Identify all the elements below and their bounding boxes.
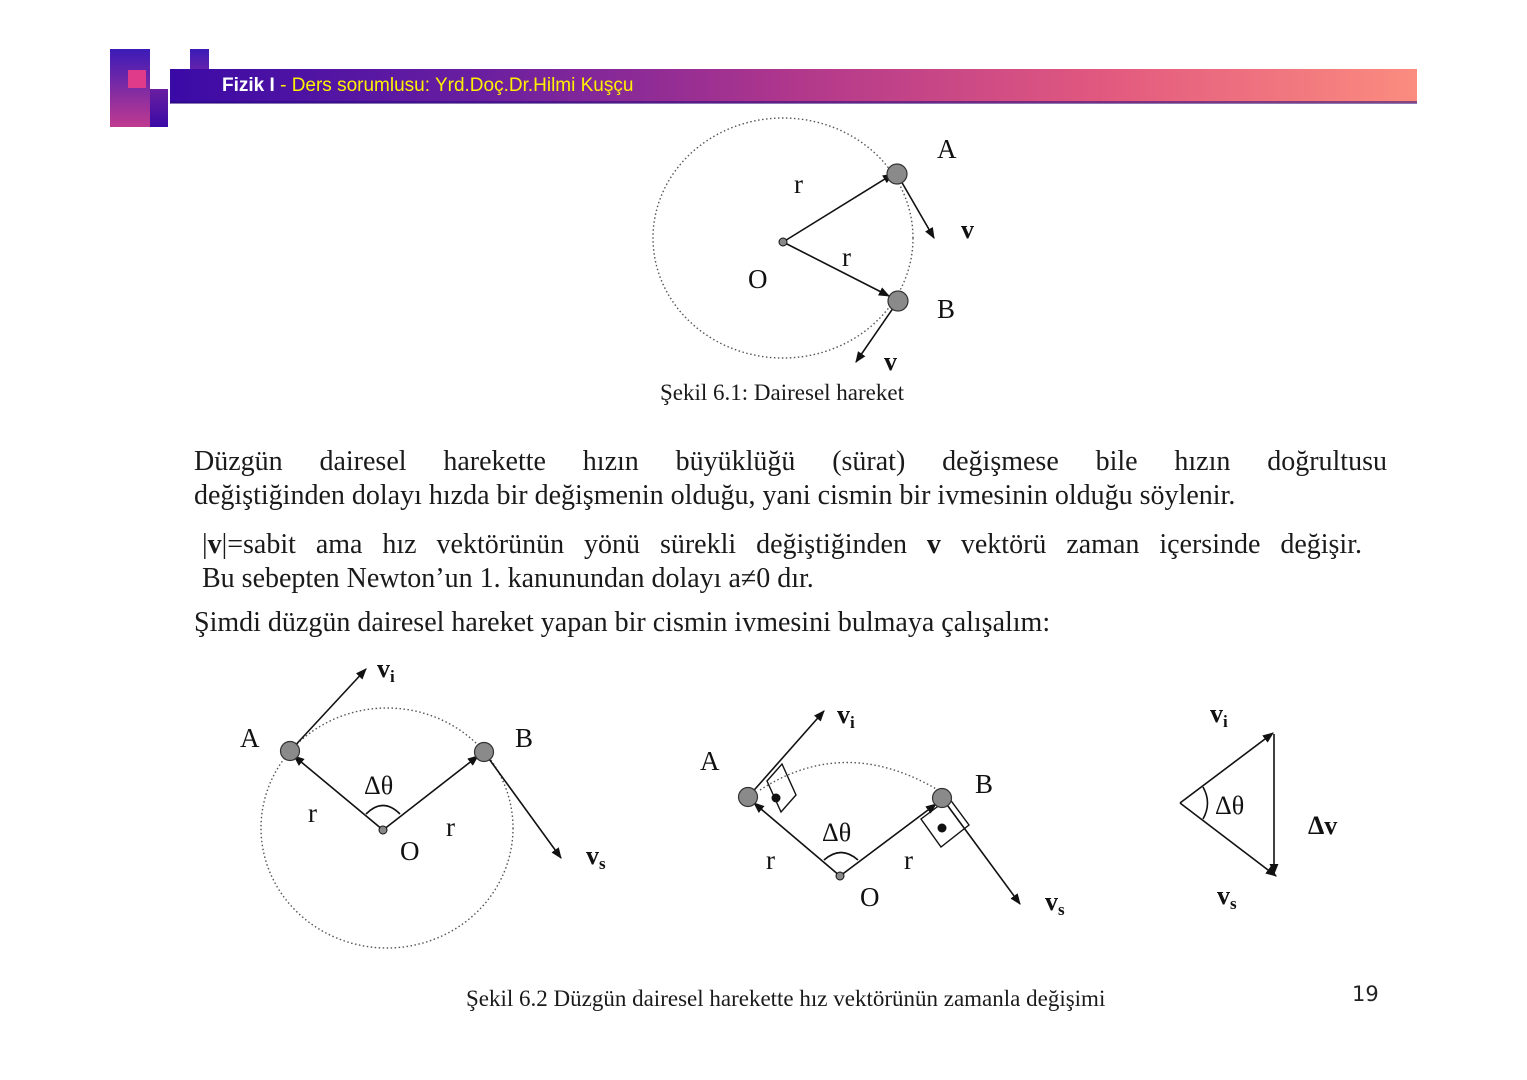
label-r1: r — [794, 169, 803, 199]
vector-v-2: v — [926, 529, 941, 560]
fig2-right-label-vs — [1217, 881, 1237, 913]
fig2-middle-center-O — [836, 872, 844, 880]
fig2-left-center-O — [379, 826, 387, 834]
velocity-A — [897, 174, 934, 238]
vector-v-1: v — [207, 529, 222, 560]
header-logo-block-3 — [150, 89, 168, 127]
header-logo-block-1 — [110, 49, 150, 127]
fig2-left-vi-arrow — [290, 669, 366, 751]
fig2-middle-dot-A — [772, 794, 781, 803]
fig2-left-radius-OB — [383, 756, 478, 830]
fig2-left-diagram — [240, 654, 606, 948]
paragraph-2-line-2: Bu sebepten Newton’un 1. kanunundan dolayı a≠0 dır. — [202, 563, 814, 594]
page-number: 19 — [1352, 982, 1379, 1006]
fig2-left-label-A: A — [240, 723, 260, 753]
paragraph-2-line-1 — [202, 528, 1362, 562]
paragraph-3: Şimdi düzgün dairesel hareket yapan bir cismin ivmesini bulmaya çalışalım: — [194, 607, 1051, 638]
fig2-right-label-vi — [1210, 699, 1228, 731]
fig2-left-label-O: O — [400, 836, 420, 866]
fig2-middle-vi-sub: i — [850, 713, 855, 732]
label-O: O — [748, 264, 768, 294]
label-A: A — [937, 134, 957, 164]
fig2-left-vs-arrow — [484, 752, 561, 858]
fig2-right-label-dv: Δv — [1308, 811, 1338, 840]
fig2-middle-label-r2: r — [904, 845, 913, 875]
fig2-middle-vi-main: v — [837, 700, 850, 729]
fig2-middle-label-vs — [1045, 887, 1065, 919]
header-logo-block-2 — [128, 70, 146, 88]
fig2-right-vi-sub: i — [1223, 712, 1228, 731]
header-title — [222, 75, 633, 97]
fig2-left-label-B: B — [515, 723, 534, 753]
fig2-middle-vi-arrow — [748, 711, 824, 797]
fig2-left-point-B — [475, 743, 494, 762]
fig2-left-vi-sub: i — [390, 667, 395, 686]
fig2-right-vs-sub: s — [1230, 894, 1237, 913]
label-vB: v — [884, 347, 897, 376]
fig2-middle-label-vi — [837, 700, 855, 732]
header-underline — [170, 101, 1417, 104]
abs-open: | — [202, 529, 208, 560]
fig2-middle-label-B: B — [975, 769, 994, 799]
figure-6-1-caption: Şekil 6.1: Dairesel hareket — [660, 380, 904, 405]
fig2-left-vs-sub: s — [599, 854, 606, 873]
para-2-end: vektörü zaman içersinde değişir. — [940, 529, 1362, 560]
fig2-left-label-r2: r — [446, 812, 455, 842]
fig2-middle-label-r1: r — [766, 845, 775, 875]
header-separator: - — [274, 75, 292, 96]
fig2-middle-radius-OB — [840, 804, 936, 876]
fig2-right-vi-main: v — [1210, 699, 1223, 728]
fig2-right-angle-arc — [1203, 787, 1208, 819]
fig2-middle-dot-B — [938, 824, 947, 833]
point-B — [888, 291, 908, 311]
fig2-left-angle-arc — [366, 806, 400, 815]
center-O — [779, 238, 787, 246]
figure-6-1 — [640, 110, 1020, 380]
fig2-middle-angle-arc — [824, 853, 858, 861]
label-B: B — [937, 294, 956, 324]
para-2-mid: |=sabit ama hız vektörünün yönü sürekli değiştiğinden — [221, 529, 927, 560]
paragraph-1-line-1: Düzgün dairesel harekette hızın büyüklüğü (sürat) değişmese bile hızın doğrultusu — [194, 446, 1387, 477]
label-r2: r — [842, 242, 851, 272]
fig2-right-label-angle: Δθ — [1215, 791, 1245, 820]
fig2-middle-label-angle: Δθ — [822, 818, 852, 847]
fig2-left-point-A — [281, 742, 300, 761]
course-name: Fizik I — [222, 75, 275, 96]
paragraph-1-line-2: değiştiğinden dolayı hızda bir değişmenin olduğu, yani cismin bir ivmesinin olduğu söylenir. — [194, 480, 1236, 511]
fig2-middle-vs-arrow — [942, 798, 1020, 904]
instructor-name: Ders sorumlusu: Yrd.Doç.Dr.Hilmi Kuşçu — [291, 75, 634, 96]
fig2-middle-vs-main: v — [1045, 887, 1058, 916]
label-vA: v — [961, 215, 974, 244]
figure-6-2-caption: Şekil 6.2 Düzgün dairesel harekette hız vektörünün zamanla değişimi — [466, 986, 1106, 1011]
fig2-middle-point-B — [933, 789, 952, 808]
fig2-middle-label-O: O — [860, 882, 880, 912]
fig2-middle-label-A: A — [700, 746, 720, 776]
fig2-left-label-r1: r — [308, 798, 317, 828]
figure-6-2 — [220, 650, 1370, 960]
fig2-middle-vs-sub: s — [1058, 900, 1065, 919]
fig2-right-vs-main: v — [1217, 881, 1230, 910]
fig2-left-label-vs — [586, 841, 606, 873]
fig2-right-diagram — [1180, 699, 1337, 913]
fig2-left-label-vi — [377, 654, 395, 686]
fig2-left-vi-main: v — [377, 654, 390, 683]
fig2-middle-diagram — [700, 700, 1065, 919]
radius-OB — [783, 242, 889, 296]
point-A — [887, 164, 907, 184]
fig2-middle-arc — [760, 763, 938, 791]
fig2-left-vs-main: v — [586, 841, 599, 870]
fig2-left-label-angle: Δθ — [364, 771, 394, 800]
fig2-middle-point-A — [739, 788, 758, 807]
